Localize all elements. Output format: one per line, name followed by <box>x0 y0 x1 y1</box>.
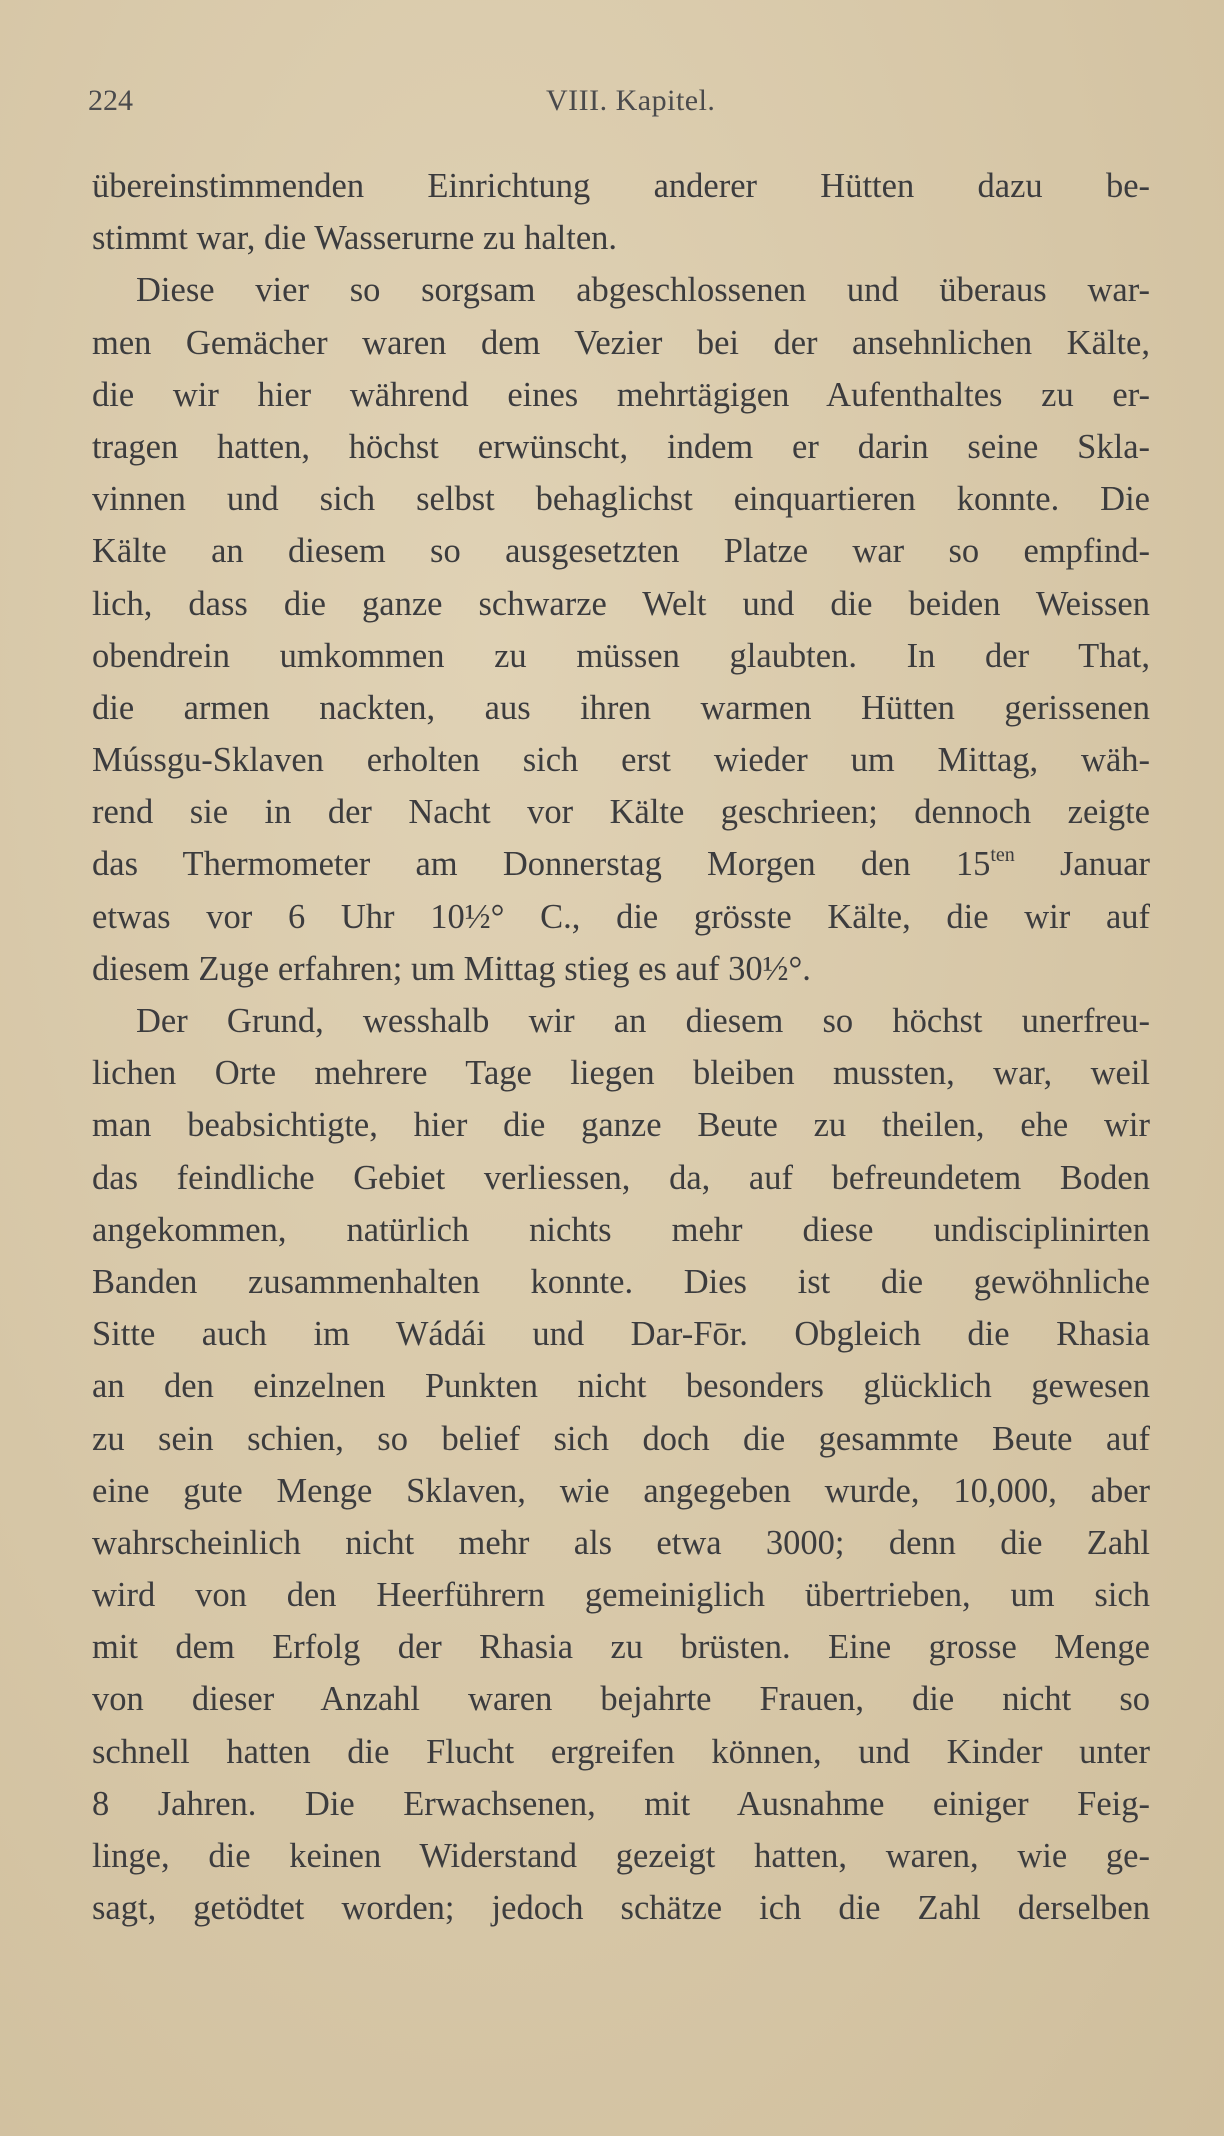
text-line: linge, die keinen Widerstand gezeigt hatten, waren, wie ge- <box>92 1837 1150 1875</box>
body-text <box>92 160 1150 1934</box>
superscript: ten <box>990 844 1015 867</box>
page-header <box>88 84 1148 124</box>
text-line: das feindliche Gebiet verliessen, da, auf befreundetem Boden <box>92 1158 1150 1197</box>
text-line: tragen hatten, höchst erwünscht, indem er darin seine Skla- <box>92 427 1150 466</box>
text-line: man beabsichtigte, hier die ganze Beute zu theilen, ehe wir <box>92 1106 1150 1145</box>
text-line: die armen nackten, aus ihren warmen Hütten gerissenen <box>92 688 1150 727</box>
text-line: die wir hier während eines mehrtägigen Aufenthaltes zu er- <box>92 375 1150 414</box>
text-segment: das Thermometer am Donnerstag Morgen den 15 <box>92 845 991 884</box>
text-line: Mússgu-Sklaven erholten sich erst wieder um Mittag, wäh- <box>92 741 1150 780</box>
text-line: schnell hatten die Flucht ergreifen können, und Kinder unter <box>92 1732 1150 1771</box>
text-line: vinnen und sich selbst behaglichst einquartieren konnte. Die <box>92 480 1150 519</box>
text-line: lich, dass die ganze schwarze Welt und die beiden Weissen <box>92 584 1150 623</box>
text-line-with-superscript <box>92 838 1150 890</box>
text-line: diesem Zuge erfahren; um Mittag stieg es auf 30½°. <box>92 949 811 988</box>
text-line: stimmt war, die Wasserurne zu halten. <box>92 219 618 258</box>
text-line: angekommen, natürlich nichts mehr diese undisciplinirten <box>92 1210 1150 1249</box>
text-line: zu sein schien, so belief sich doch die gesammte Beute auf <box>92 1419 1150 1458</box>
text-line: wird von den Heerführern gemeiniglich übertrieben, um sich <box>92 1576 1150 1615</box>
text-line: rend sie in der Nacht vor Kälte geschrieen; dennoch zeigte <box>92 793 1150 832</box>
text-line: Der Grund, wesshalb wir an diesem so höchst unerfreu- <box>136 1002 1150 1040</box>
text-line: wahrscheinlich nicht mehr als etwa 3000; denn die Zahl <box>92 1523 1150 1562</box>
text-line: men Gemächer waren dem Vezier bei der ansehnlichen Kälte, <box>92 323 1150 362</box>
text-line: 8 Jahren. Die Erwachsenen, mit Ausnahme einiger Feig- <box>92 1784 1150 1823</box>
text-line: Diese vier so sorgsam abgeschlossenen und überaus war- <box>136 271 1150 310</box>
text-line: übereinstimmenden Einrichtung anderer Hütten dazu be- <box>92 167 1150 205</box>
text-line: obendrein umkommen zu müssen glaubten. In der That, <box>92 636 1150 675</box>
text-line: Kälte an diesem so ausgesetzten Platze war so empfind- <box>92 532 1150 571</box>
text-line: eine gute Menge Sklaven, wie angegeben wurde, 10,000, aber <box>92 1471 1150 1510</box>
text-line: lichen Orte mehrere Tage liegen bleiben mussten, war, weil <box>92 1054 1150 1093</box>
running-title: VIII. Kapitel. <box>546 84 716 117</box>
text-line: an den einzelnen Punkten nicht besonders glücklich gewesen <box>92 1367 1150 1406</box>
page-number: 224 <box>88 84 133 117</box>
text-line: Banden zusammenhalten konnte. Dies ist die gewöhnliche <box>92 1262 1150 1301</box>
text-line: Sitte auch im Wádái und Dar-Fōr. Obgleich die Rhasia <box>92 1315 1150 1354</box>
text-line: etwas vor 6 Uhr 10½° C., die grösste Kälte, die wir auf <box>92 897 1150 936</box>
text-segment: Januar <box>1014 845 1150 884</box>
text-line: von dieser Anzahl waren bejahrte Frauen, die nicht so <box>92 1680 1150 1719</box>
text-line: sagt, getödtet worden; jedoch schätze ich die Zahl derselben <box>92 1889 1150 1928</box>
text-line: mit dem Erfolg der Rhasia zu brüsten. Eine grosse Menge <box>92 1628 1150 1667</box>
